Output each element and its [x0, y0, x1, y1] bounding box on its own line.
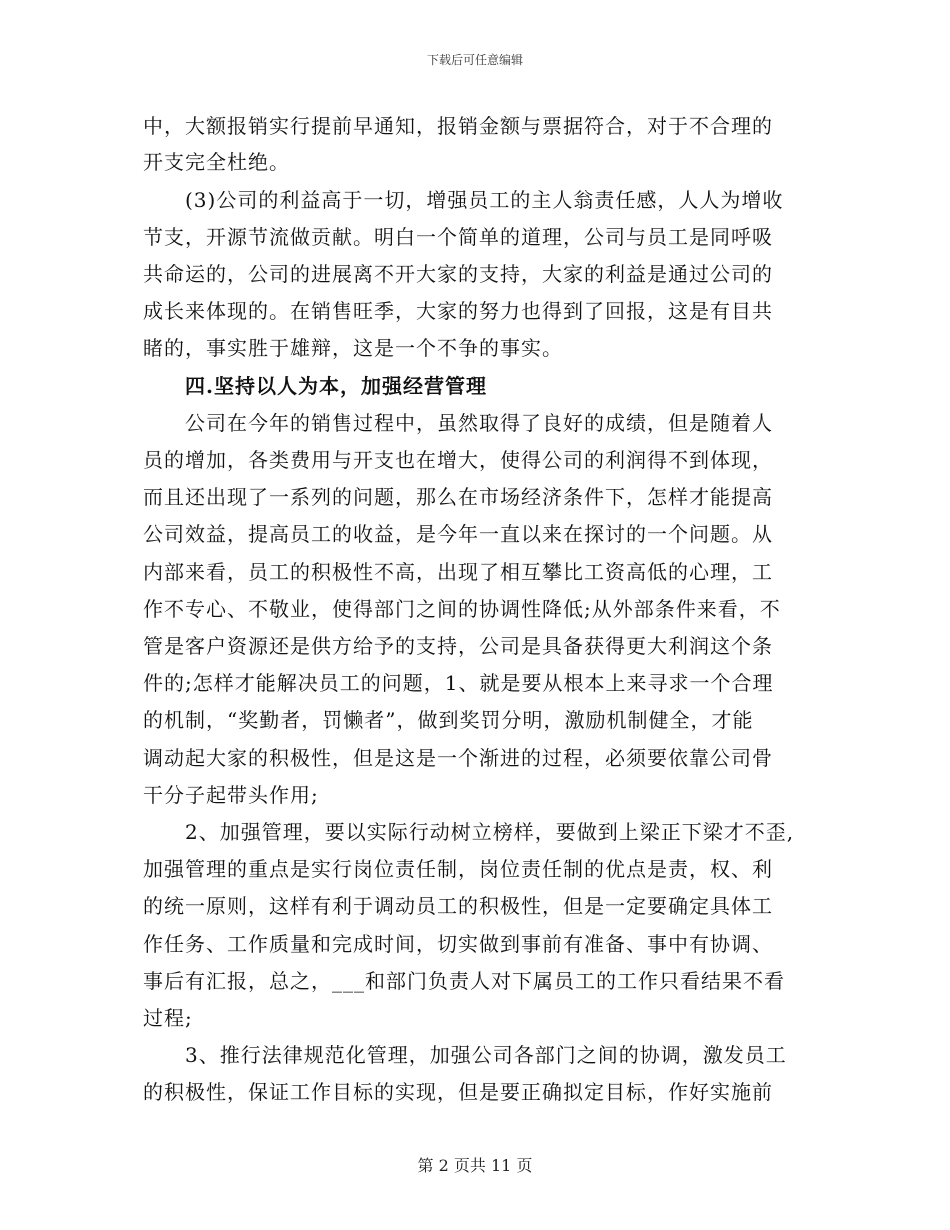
body-line: 干分子起带头作用; — [143, 783, 319, 807]
body-line: 事后有汇报，总之，___和部门负责人对下属员工的工作只看结果不看 — [143, 969, 785, 993]
body-line: 的统一原则，这样有利于调动员工的积极性，但是一定要确定具体工 — [143, 894, 773, 918]
body-line: 作任务、工作质量和完成时间，切实做到事前有准备、事中有协调、 — [143, 932, 773, 956]
body-line: 睹的，事实胜于雄辩，这是一个不争的事实。 — [143, 336, 563, 360]
body-line: 开支完全杜绝。 — [143, 150, 290, 174]
body-line: 公司效益，提高员工的收益，是今年一直以来在探讨的一个问题。从 — [143, 522, 773, 546]
page-header: 下载后可任意编辑 — [426, 53, 523, 67]
section-heading: 四.坚持以人为本，加强经营管理 — [185, 374, 487, 398]
body-line: 加强管理的重点是实行岗位责任制，岗位责任制的优点是责，权、利 — [143, 857, 773, 881]
body-line: 的机制，“奖勤者，罚懒者”，做到奖罚分明，激励机制健全，才能 — [143, 708, 754, 732]
body-line: (3)公司的利益高于一切，增强员工的主人翁责任感，人人为增收 — [185, 188, 784, 212]
body-line: 件的;怎样才能解决员工的问题，1、就是要从根本上来寻求一个合理 — [143, 671, 774, 695]
body-line: 公司在今年的销售过程中，虽然取得了良好的成绩，但是随着人 — [185, 411, 773, 435]
body-line: 3、推行法律规范化管理，加强公司各部门之间的协调，激发员工 — [185, 1043, 787, 1067]
body-line: 内部来看，员工的积极性不高，出现了相互攀比工资高低的心理，工 — [143, 560, 773, 584]
body-line: 过程; — [143, 1006, 193, 1030]
body-line: 作不专心、不敬业，使得部门之间的协调性降低;从外部条件来看，不 — [143, 597, 781, 621]
body-line: 中，大额报销实行提前早通知，报销金额与票据符合，对于不合理的 — [143, 114, 773, 138]
body-line: 员的增加，各类费用与开支也在增大，使得公司的利润得不到体现， — [143, 448, 773, 472]
body-line: 调动起大家的积极性，但是这是一个渐进的过程，必须要依靠公司骨 — [143, 746, 773, 770]
body-line: 共命运的，公司的进展离不开大家的支持，大家的利益是通过公司的 — [143, 262, 773, 286]
body-line: 而且还出现了一系列的问题，那么在市场经济条件下，怎样才能提高 — [143, 485, 773, 509]
page-number: 第 2 页共 11 页 — [417, 1156, 533, 1175]
body-line: 成长来体现的。在销售旺季，大家的努力也得到了回报，这是有目共 — [143, 299, 773, 323]
body-line: 2、加强管理，要以实际行动树立榜样，要做到上梁正下梁才不歪, — [185, 820, 795, 844]
body-line: 节支，开源节流做贡献。明白一个简单的道理，公司与员工是同呼吸 — [143, 225, 773, 249]
body-line: 的积极性，保证工作目标的实现，但是要正确拟定目标，作好实施前 — [143, 1080, 773, 1104]
body-line: 管是客户资源还是供方给予的支持，公司是具备获得更大利润这个条 — [143, 634, 773, 658]
